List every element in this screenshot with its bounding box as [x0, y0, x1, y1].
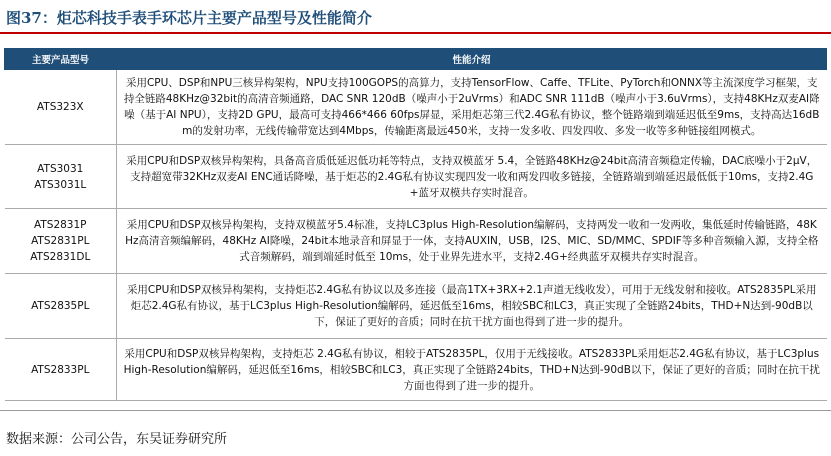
table-row — [5, 274, 827, 339]
model-name: ATS3031L — [34, 178, 87, 191]
model-name: ATS2831PL — [31, 235, 90, 247]
description-cell: 采用CPU和DSP双核异构架构，支持炬芯 2.4G私有协议，相较于ATS2835PL，仅用于无线接收。ATS2833PL采用炬芯2.4G私有协议，基于LC3plus High-Resolution编解码，延迟低至16ms，相较SBC和LC3，真正实现了全链路24bits，THD+N达到-90dB以下，保证了更好的音质；同时在抗干扰方面也得到了进一步的提升。 — [117, 339, 827, 401]
title-divider — [0, 32, 831, 34]
model-cell — [5, 274, 117, 339]
description-cell: 采用CPU和DSP双核异构架构，支持双模蓝牙5.4标准，支持LC3plus High-Resolution编解码，支持两发一收和一发两收，集低延时传输链路，48KHz高清音频编解码，48KHz AI降噪，24bit本地录音和屏显于一体，支持AUXIN，USB，I2S、MIC、SD/MMC、SPDIF等多种音频输入源，支持全格式音频解码，端到端延时低至 10ms，处于业界先进水平，支持2.4G+经典蓝牙双模共存实时混音。 — [117, 209, 827, 274]
model-name: ATS2835PL — [31, 300, 90, 312]
model-name: ATS2833PL — [31, 363, 90, 376]
table-row — [5, 145, 827, 209]
model-name: ATS3031 — [37, 162, 84, 175]
source-note: 数据来源：公司公告，东吴证券研究所 — [6, 432, 228, 447]
model-cell — [5, 209, 117, 274]
product-spec-table — [4, 48, 827, 401]
model-cell — [5, 70, 117, 145]
description-cell: 采用CPU、DSP和NPU三核异构架构，NPU支持100GOPS的高算力，支持TensorFlow、Caffe、TFLite、PyTorch和ONNX等主流深度学习框架，支持全链路48KHz@32bit的高清音频通路，DAC SNR 120dB（噪声小于2uVrms）和ADC SNR 111dB（噪声小于3.6uVrms），支持48KHz双麦AI降噪（基于AI NPU），支持2D GPU，最高可支持466*466 60fps屏显，采用炬芯第三代2.4G私有协议，整个链路端到端延迟低至9ms，支持高达16dBm的发射功率，无线传输带宽达到4Mbps，传输距离最远450米，支持一发多收、四发四收、多发一收等多种链接组网模式。 — [117, 70, 827, 145]
description-cell: 采用CPU和DSP双核异构架构，支持炬芯2.4G私有协议以及多连接（最高1TX+3RX+2.1声道无线收发），可用于无线发射和接收。ATS2835PL采用炬芯2.4G私有协议，基于LC3plus High-Resolution编解码，延迟低至16ms，相较SBC和LC3，真正实现了全链路24bits，THD+N达到-90dB以下，保证了更好的音质；同时在抗干扰方面也得到了进一步的提升。 — [117, 274, 827, 339]
header-model: 主要产品型号 — [5, 49, 117, 70]
description-cell: 采用CPU和DSP双核异构架构，具备高音质低延迟低功耗等特点，支持双模蓝牙 5.4，全链路48KHz@24bit高清音频稳定传输，DAC底噪小于2μV，支持超宽带32KHz双麦AI ENC通话降噪，基于炬芯的2.4G私有协议实现四发一收和两发四收多链接，全链路端到端延迟最低低于10ms，支持2.4G+蓝牙双模共存实时混音。 — [117, 145, 827, 209]
model-cell — [5, 339, 117, 401]
table-header-row — [5, 49, 827, 70]
footer-divider — [0, 410, 831, 411]
model-name: ATS2831DL — [30, 251, 91, 263]
figure-title: 图37：炬芯科技手表手环芯片主要产品型号及性能简介 — [6, 9, 372, 27]
table-row — [5, 70, 827, 145]
table-row — [5, 209, 827, 274]
model-name: ATS2831P — [34, 219, 87, 231]
model-cell — [5, 145, 117, 209]
header-performance: 性能介绍 — [117, 49, 827, 70]
table-row — [5, 339, 827, 401]
model-name: ATS323X — [36, 101, 84, 113]
